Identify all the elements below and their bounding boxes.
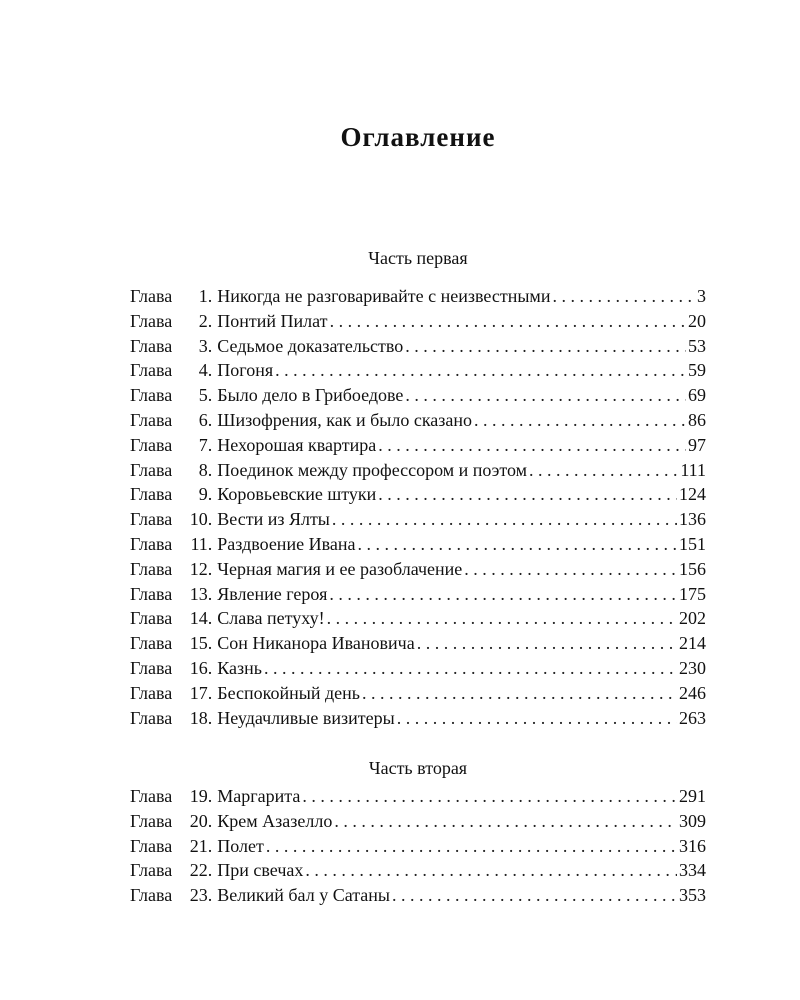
chapter-label: Глава (130, 459, 173, 480)
chapter-label: Глава (130, 885, 173, 906)
toc-entry (130, 334, 706, 359)
chapter-label: Глава (130, 509, 173, 530)
page-number: 175 (679, 583, 706, 604)
toc-entry (130, 606, 706, 631)
toc-entry (130, 631, 706, 656)
page-number: 53 (688, 335, 706, 356)
toc-entry (130, 309, 706, 334)
dot-leader (378, 433, 686, 458)
chapter-title: Вести из Ялты (217, 509, 330, 530)
dot-leader (464, 557, 677, 582)
chapter-title: Поединок между профессором и поэтом (217, 459, 528, 480)
page-number: 202 (679, 608, 706, 629)
toc-entry (130, 858, 706, 883)
dot-leader (266, 834, 677, 859)
chapter-number: 19. (189, 786, 213, 806)
chapter-number: 5. (198, 385, 213, 406)
chapter-label: Глава (130, 657, 173, 678)
toc-entry (130, 784, 706, 809)
chapter-number: 20. (189, 810, 213, 831)
page-number: 263 (679, 707, 706, 728)
chapter-label: Глава (130, 786, 173, 806)
chapter-label: Глава (130, 335, 173, 356)
chapter-title: Седьмое доказательство (217, 335, 404, 356)
chapter-label: Глава (130, 583, 173, 604)
chapter-label: Глава (130, 558, 173, 579)
toc-entry (130, 433, 706, 458)
toc-entry (130, 358, 706, 383)
chapter-title: Нехорошая квартира (217, 434, 377, 455)
chapter-number: 11. (190, 533, 213, 554)
chapter-number: 15. (189, 633, 213, 654)
page-number: 86 (688, 409, 706, 430)
chapter-label: Глава (130, 633, 173, 654)
chapter-label: Глава (130, 533, 173, 554)
dot-leader (264, 656, 677, 681)
toc-entry (130, 532, 706, 557)
dot-leader (405, 334, 686, 359)
chapter-label: Глава (130, 360, 173, 381)
chapter-label: Глава (130, 409, 173, 430)
part-two-section (130, 756, 706, 908)
chapter-title: Крем Азазелло (217, 810, 333, 831)
dot-leader (330, 309, 686, 334)
toc-entry (130, 284, 706, 309)
dot-leader (474, 408, 686, 433)
dot-leader (305, 858, 677, 883)
dot-leader (417, 631, 677, 656)
toc-entry (130, 582, 706, 607)
chapter-title: Раздвоение Ивана (217, 533, 356, 554)
dot-leader (332, 507, 677, 532)
chapter-label: Глава (130, 682, 173, 703)
page-number: 20 (688, 310, 706, 331)
page-number: 291 (679, 786, 706, 806)
chapter-number: 14. (189, 608, 213, 629)
page-number: 136 (679, 509, 706, 530)
chapter-label: Глава (130, 385, 173, 406)
chapter-title: Беспокойный день (217, 682, 360, 703)
toc-entry (130, 681, 706, 706)
toc-entry (130, 482, 706, 507)
chapter-number: 9. (198, 484, 213, 505)
toc-entry (130, 706, 706, 731)
chapter-number: 10. (189, 509, 213, 530)
dot-leader (275, 358, 686, 383)
page-number: 353 (679, 885, 706, 906)
chapter-number: 16. (189, 657, 213, 678)
chapter-title: Маргарита (217, 786, 301, 806)
toc-entry (130, 383, 706, 408)
chapter-title: Явление героя (217, 583, 328, 604)
page-number: 124 (679, 484, 706, 505)
chapter-title: Неудачливые визитеры (217, 707, 395, 728)
dot-leader (405, 383, 686, 408)
chapter-title: Погоня (217, 360, 274, 381)
chapter-title: Коровьевские штуки (217, 484, 377, 505)
dot-leader (397, 706, 677, 731)
chapter-number: 22. (189, 860, 213, 881)
dot-leader (334, 809, 677, 834)
page-number: 230 (679, 657, 706, 678)
toc-entry (130, 834, 706, 859)
chapter-label: Глава (130, 484, 173, 505)
page-number: 214 (679, 633, 706, 654)
page-number: 3 (697, 286, 706, 306)
chapter-label: Глава (130, 608, 173, 629)
chapter-title: Казнь (217, 657, 262, 678)
dot-leader (392, 883, 677, 908)
chapter-title: Сон Никанора Ивановича (217, 633, 415, 654)
dot-leader (362, 681, 677, 706)
toc-entry (130, 883, 706, 908)
dot-leader (357, 532, 677, 557)
dot-leader (552, 284, 695, 309)
chapter-label: Глава (130, 434, 173, 455)
dot-leader (329, 582, 677, 607)
page-number: 69 (688, 385, 706, 406)
part-heading: Часть первая (368, 248, 468, 268)
toc-entry (130, 458, 706, 483)
page-number: 59 (688, 360, 706, 381)
chapter-number: 12. (189, 558, 213, 579)
chapter-label: Глава (130, 810, 173, 831)
toc-list-part-one (130, 284, 706, 730)
dot-leader (302, 784, 677, 809)
chapter-number: 13. (189, 583, 213, 604)
toc-entry (130, 809, 706, 834)
chapter-title: Черная магия и ее разоблачение (217, 558, 463, 579)
chapter-number: 2. (198, 310, 213, 331)
dot-leader (378, 482, 677, 507)
toc-entry (130, 408, 706, 433)
chapter-title: Слава петуху! (217, 608, 325, 629)
page-number: 334 (679, 860, 706, 881)
chapter-title: Полет (217, 835, 264, 856)
chapter-label: Глава (130, 835, 173, 856)
chapter-number: 6. (198, 409, 213, 430)
part-one-section (130, 246, 706, 730)
chapter-number: 23. (189, 885, 213, 906)
chapter-number: 17. (189, 682, 213, 703)
chapter-number: 21. (189, 835, 213, 856)
page-number: 246 (679, 682, 706, 703)
chapter-number: 18. (189, 707, 213, 728)
page-number: 156 (679, 558, 706, 579)
chapter-number: 8. (198, 459, 213, 480)
toc-entry (130, 557, 706, 582)
part-heading: Часть вторая (368, 758, 468, 778)
chapter-label: Глава (130, 860, 173, 881)
chapter-number: 7. (198, 434, 213, 455)
chapter-number: 4. (198, 360, 213, 381)
chapter-title: Никогда не разговаривайте с неизвестными (217, 286, 551, 306)
page-number: 97 (688, 434, 706, 455)
chapter-title: Было дело в Грибоедове (217, 385, 404, 406)
page-number: 151 (679, 533, 706, 554)
dot-leader (327, 606, 677, 631)
page-number: 316 (679, 835, 706, 856)
chapter-title: При свечах (217, 860, 304, 881)
dot-leader (529, 458, 678, 483)
chapter-label: Глава (130, 707, 173, 728)
chapter-label: Глава (130, 310, 173, 331)
toc-list-part-two (130, 784, 706, 908)
chapter-title: Великий бал у Сатаны (217, 885, 391, 906)
chapter-title: Шизофрения, как и было сказано (217, 409, 473, 430)
page-number: 111 (680, 459, 706, 480)
page-title: Оглавление (340, 122, 496, 152)
chapter-number: 3. (198, 335, 213, 356)
chapter-number: 1. (198, 286, 213, 306)
toc-entry (130, 656, 706, 681)
page-number: 309 (679, 810, 706, 831)
chapter-label: Глава (130, 286, 173, 306)
chapter-title: Понтий Пилат (217, 310, 328, 331)
toc-entry (130, 507, 706, 532)
